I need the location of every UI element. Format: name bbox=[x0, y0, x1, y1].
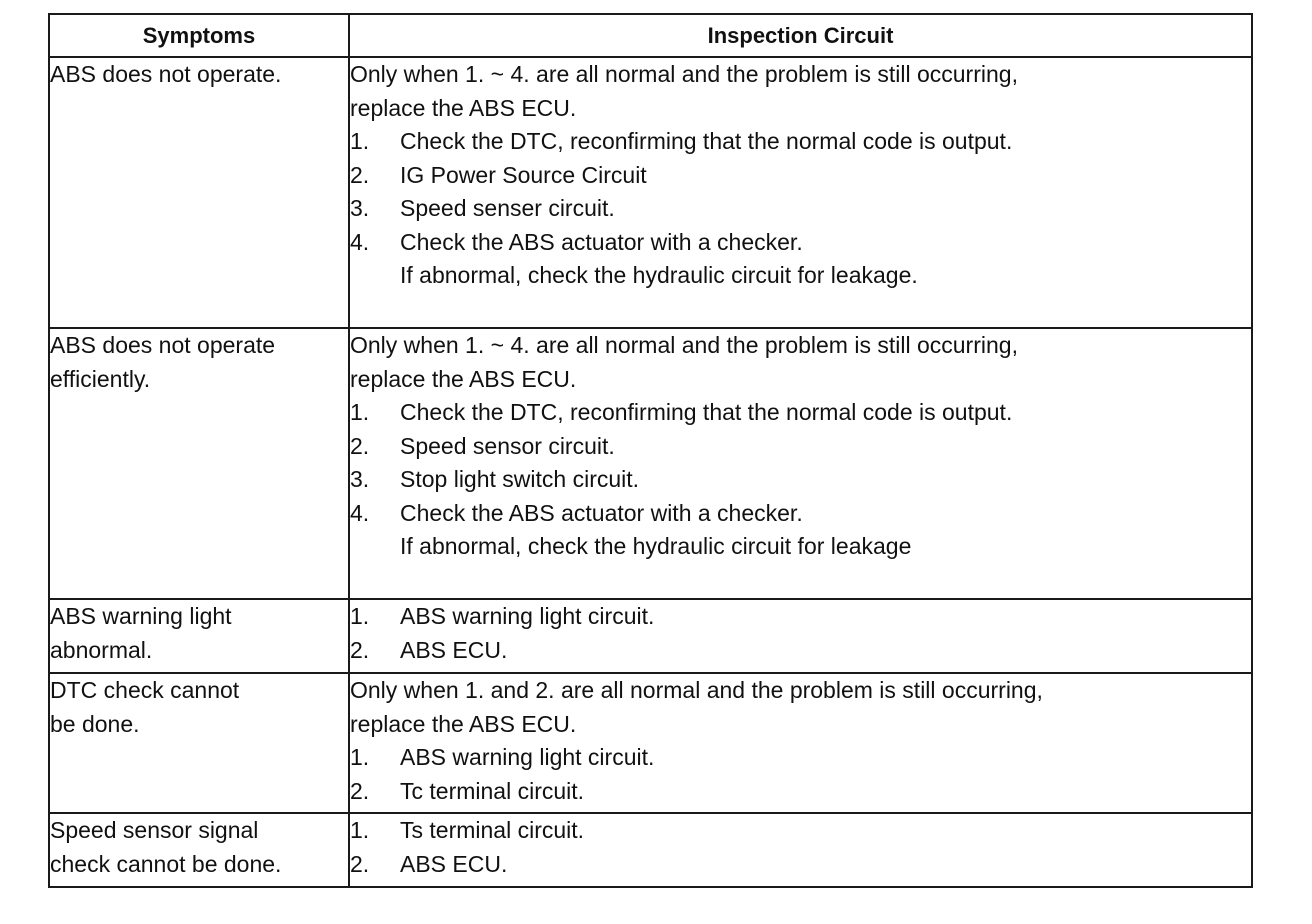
item-number: 2. bbox=[350, 432, 370, 459]
item-text: IG Power Source Circuit bbox=[400, 161, 647, 188]
list-item bbox=[350, 848, 1251, 882]
list-item bbox=[350, 775, 1251, 809]
item-text: Ts terminal circuit. bbox=[400, 817, 585, 843]
intro-line: replace the ABS ECU. bbox=[350, 710, 577, 737]
inspection-table bbox=[48, 13, 1253, 888]
intro-line: replace the ABS ECU. bbox=[350, 94, 577, 121]
list-item bbox=[350, 125, 1251, 159]
table-row bbox=[49, 57, 1252, 328]
item-number: 2. bbox=[350, 777, 370, 804]
item-number: 1. bbox=[350, 744, 370, 770]
symptom-cell: ABS does not operate efficiently. bbox=[49, 328, 349, 599]
item-number: 4. bbox=[350, 499, 370, 526]
item-number: 4. bbox=[350, 228, 370, 255]
item-subtext: If abnormal, check the hydraulic circuit for leakage bbox=[400, 533, 912, 559]
header-symptoms: Symptoms bbox=[49, 14, 349, 57]
item-text: ABS ECU. bbox=[400, 850, 508, 877]
table-row bbox=[49, 813, 1252, 887]
symptom-cell: DTC check cannot be done. bbox=[49, 673, 349, 813]
item-text: Speed sensor circuit. bbox=[400, 432, 615, 459]
item-subtext: If abnormal, check the hydraulic circuit for leakage. bbox=[400, 262, 918, 288]
inspection-cell bbox=[349, 57, 1252, 328]
item-number: 1. bbox=[350, 817, 370, 843]
table-row bbox=[49, 599, 1252, 673]
intro-line: Only when 1. ~ 4. are all normal and the problem is still occurring, bbox=[350, 332, 1018, 358]
inspection-cell bbox=[349, 328, 1252, 599]
symptom-cell: ABS warning light abnormal. bbox=[49, 599, 349, 673]
item-number: 2. bbox=[350, 636, 370, 663]
item-text: Check the DTC, reconfirming that the normal code is output. bbox=[400, 399, 1013, 425]
item-text: Tc terminal circuit. bbox=[400, 777, 585, 804]
list-item bbox=[350, 463, 1251, 497]
inspection-cell bbox=[349, 673, 1252, 813]
item-text: ABS warning light circuit. bbox=[400, 603, 655, 629]
list-item bbox=[350, 634, 1251, 668]
header-inspection-circuit: Inspection Circuit bbox=[349, 14, 1252, 57]
intro-line: replace the ABS ECU. bbox=[350, 365, 577, 392]
list-item bbox=[350, 159, 1251, 193]
item-text: Stop light switch circuit. bbox=[400, 466, 640, 492]
list-item bbox=[350, 497, 1251, 531]
inspection-cell bbox=[349, 813, 1252, 887]
item-number: 3. bbox=[350, 466, 370, 492]
item-number: 2. bbox=[350, 161, 370, 188]
item-number: 3. bbox=[350, 195, 370, 221]
symptom-cell: Speed sensor signal check cannot be done. bbox=[49, 813, 349, 887]
item-text: Check the DTC, reconfirming that the normal code is output. bbox=[400, 128, 1013, 154]
item-text: ABS ECU. bbox=[400, 636, 508, 663]
item-text: Check the ABS actuator with a checker. bbox=[400, 228, 803, 255]
item-text: Speed senser circuit. bbox=[400, 195, 615, 221]
table-row bbox=[49, 328, 1252, 599]
list-item bbox=[350, 814, 1251, 848]
item-text: ABS warning light circuit. bbox=[400, 744, 655, 770]
item-number: 1. bbox=[350, 399, 370, 425]
inspection-cell bbox=[349, 599, 1252, 673]
intro-line: Only when 1. and 2. are all normal and the problem is still occurring, bbox=[350, 677, 1043, 703]
symptom-cell: ABS does not operate. bbox=[49, 57, 349, 328]
intro-line: Only when 1. ~ 4. are all normal and the problem is still occurring, bbox=[350, 61, 1018, 87]
item-number: 1. bbox=[350, 603, 370, 629]
list-item bbox=[350, 600, 1251, 634]
header-row bbox=[49, 14, 1252, 57]
item-number: 1. bbox=[350, 128, 370, 154]
item-text: Check the ABS actuator with a checker. bbox=[400, 499, 803, 526]
list-item bbox=[350, 192, 1251, 226]
list-item bbox=[350, 741, 1251, 775]
list-item bbox=[350, 396, 1251, 430]
item-number: 2. bbox=[350, 850, 370, 877]
list-item bbox=[350, 430, 1251, 464]
list-item bbox=[350, 226, 1251, 260]
table-row bbox=[49, 673, 1252, 813]
